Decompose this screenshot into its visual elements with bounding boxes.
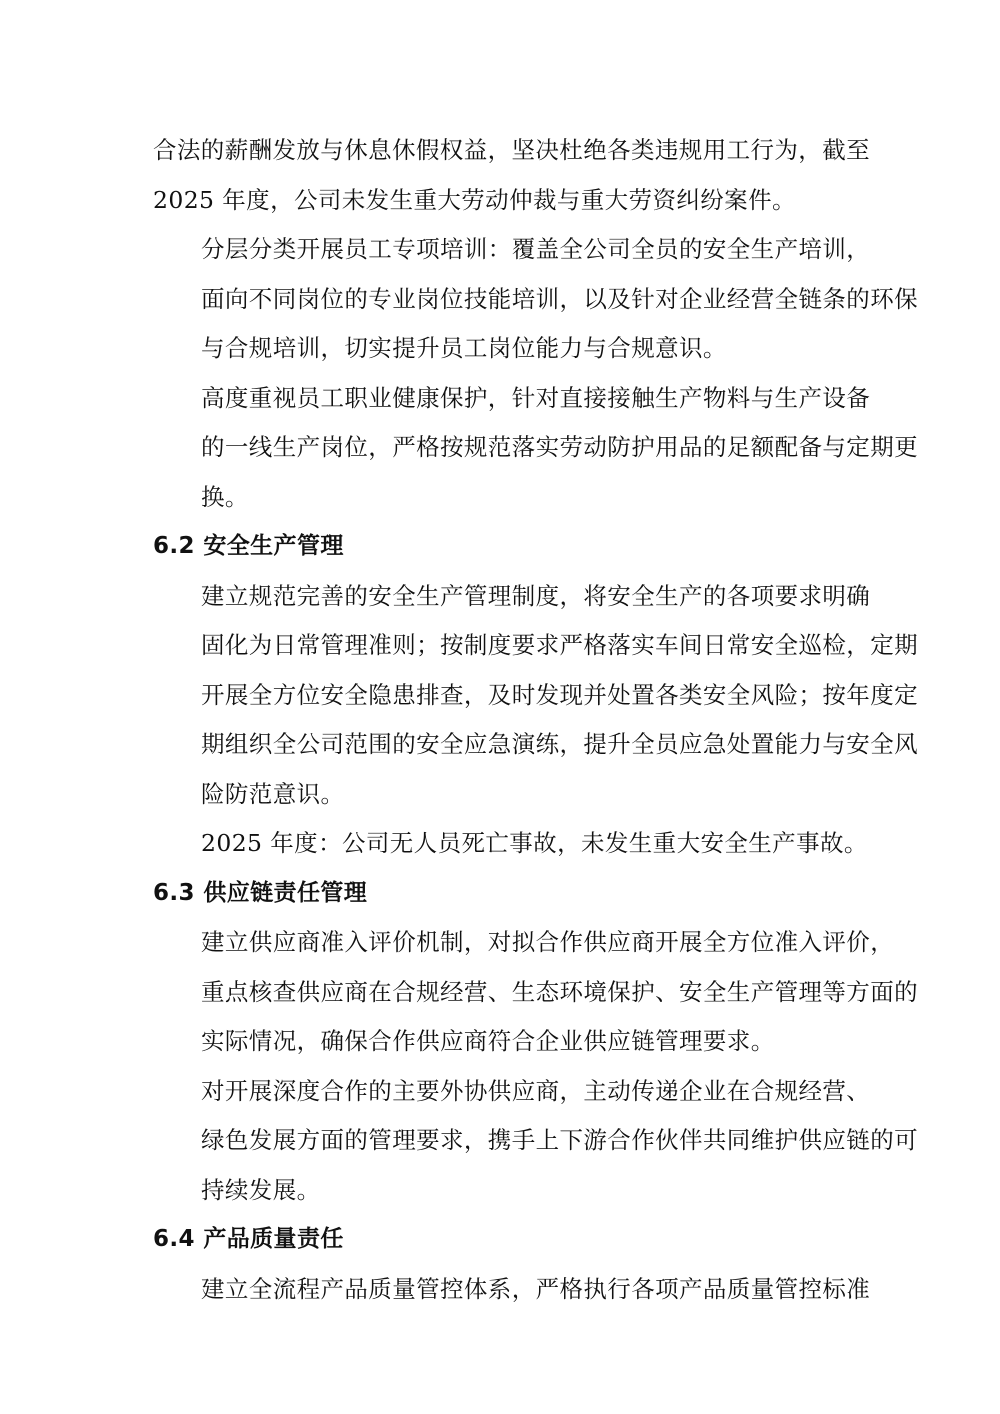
body-paragraph: [153, 819, 868, 869]
paragraph-line: 持续发展。: [201, 1175, 321, 1204]
section-heading: [153, 522, 859, 572]
paragraph-line: 分层分类开展员工专项培训：覆盖全公司全员的安全生产培训，: [201, 235, 871, 263]
paragraph-line: 的一线生产岗位，严格按规范落实劳动防护用品的足额配备与定期更: [201, 433, 918, 461]
heading-text: 6.2 安全生产管理: [153, 533, 344, 559]
body-paragraph: [153, 1265, 871, 1315]
paragraph-line: 建立供应商准入评价机制，对拟合作供应商开展全方位准入评价，: [201, 928, 895, 956]
heading-text: 6.4 产品质量责任: [153, 1226, 344, 1252]
body-paragraph: [153, 225, 918, 374]
body-paragraph: [153, 126, 870, 225]
section-heading: [153, 869, 859, 919]
paragraph-line: 固化为日常管理准则；按制度要求严格落实车间日常安全巡检，定期: [201, 631, 918, 659]
paragraph-line: 险防范意识。: [201, 779, 345, 808]
paragraph-line: 合法的薪酬发放与休息休假权益，坚决杜绝各类违规用工行为，截至: [153, 136, 870, 164]
paragraph-line: 换。: [201, 482, 249, 511]
body-paragraph: [153, 1067, 918, 1216]
paragraph-line: 开展全方位安全隐患排查，及时发现并处置各类安全风险；按年度定: [201, 680, 918, 709]
paragraph-line: 2025 年度：公司无人员死亡事故，未发生重大安全生产事故。: [201, 829, 868, 857]
paragraph-line: 重点核查供应商在合规经营、生态环境保护、安全生产管理等方面的: [201, 977, 918, 1006]
heading-text: 6.3 供应链责任管理: [153, 879, 368, 906]
body-paragraph: [153, 918, 918, 1067]
paragraph-line: 绿色发展方面的管理要求，携手上下游合作伙伴共同维护供应链的可: [201, 1126, 918, 1154]
paragraph-line: 面向不同岗位的专业岗位技能培训，以及针对企业经营全链条的环保: [201, 284, 918, 313]
document-body: [153, 126, 918, 1314]
body-paragraph: [153, 374, 918, 523]
paragraph-line: 对开展深度合作的主要外协供应商，主动传递企业在合规经营、: [201, 1076, 871, 1105]
paragraph-line: 建立规范完善的安全生产管理制度，将安全生产的各项要求明确: [201, 581, 871, 610]
paragraph-line: 实际情况，确保合作供应商符合企业供应链管理要求。: [201, 1027, 775, 1055]
paragraph-line: 与合规培训，切实提升员工岗位能力与合规意识。: [201, 334, 727, 362]
body-paragraph: [153, 572, 918, 820]
paragraph-line: 期组织全公司范围的安全应急演练，提升全员应急处置能力与安全风: [201, 730, 918, 758]
section-heading: [153, 1215, 859, 1265]
paragraph-line: 高度重视员工职业健康保护，针对直接接触生产物料与生产设备: [201, 383, 871, 412]
paragraph-line: 2025 年度，公司未发生重大劳动仲裁与重大劳资纠纷案件。: [153, 185, 796, 214]
paragraph-line: 建立全流程产品质量管控体系，严格执行各项产品质量管控标准: [201, 1274, 871, 1303]
